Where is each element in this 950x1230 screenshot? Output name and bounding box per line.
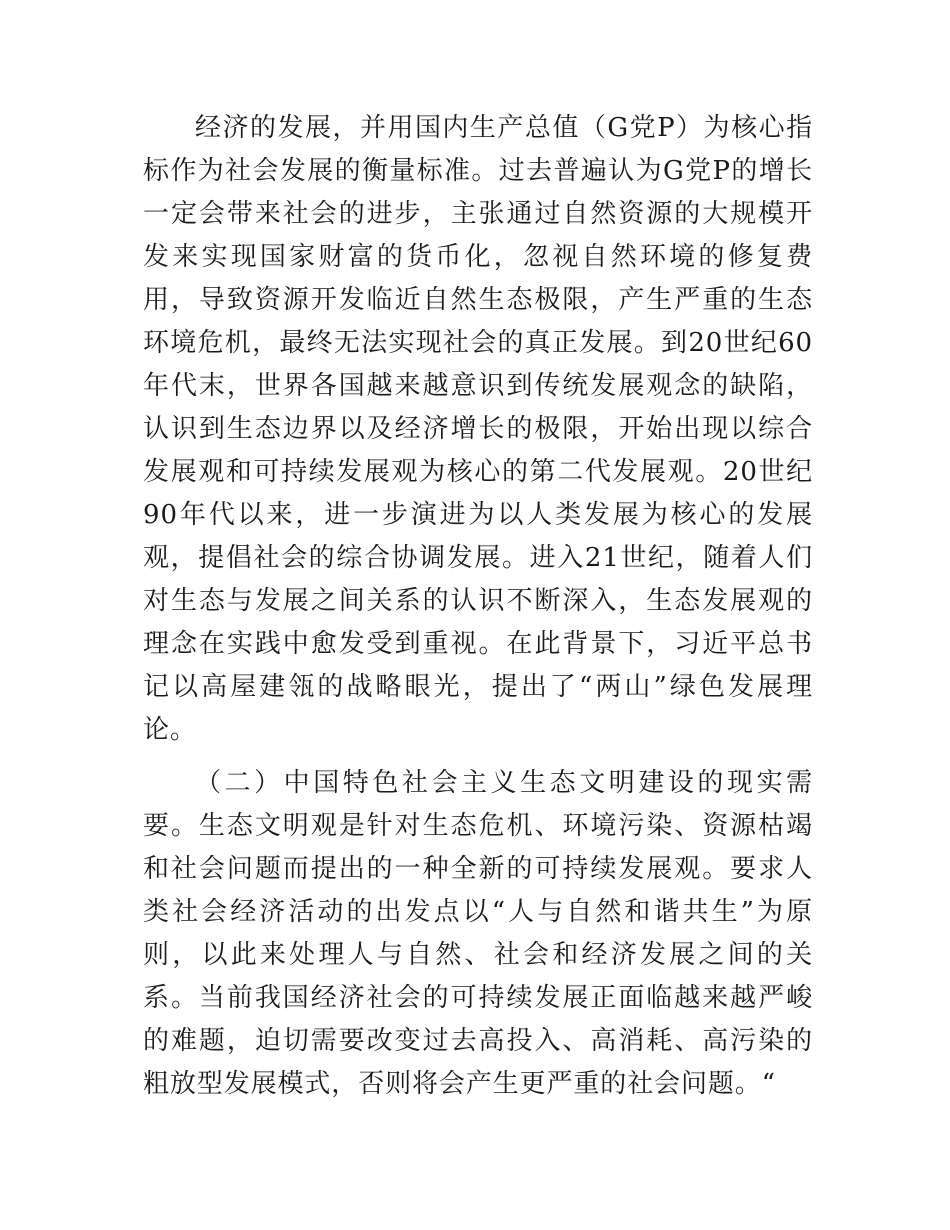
paragraph-ecological-civilization: （二）中国特色社会主义生态文明建设的现实需要。生态文明观是针对生态危机、环境污染、资源枯竭和社会问题而提出的一种全新的可持续发展观。要求人类社会经济活动的出发点以“人与自然和谐共生”为原则，以此来处理人与自然、社会和经济发展之间的关系。当前我国经济社会的可持续发展正面临越来越严峻的难题，迫切需要改变过去高投入、高消耗、高污染的粗放型发展模式，否则将会产生更严重的社会问题。“ xyxy=(143,768,813,1099)
document-body xyxy=(143,107,813,1106)
paragraph-development-history: 经济的发展，并用国内生产总值（G党P）为核心指标作为社会发展的衡量标准。过去普遍认为G党P的增长一定会带来社会的进步，主张通过自然资源的大规模开发来实现国家财富的货币化，忽视自然环境的修复费用，导致资源开发临近自然生态极限，产生严重的生态环境危机，最终无法实现社会的真正发展。到20世纪60年代末，世界各国越来越意识到传统发展观念的缺陷，认识到生态边界以及经济增长的极限，开始出现以综合发展观和可持续发展观为核心的第二代发展观。20世纪90年代以来，进一步演进为以人类发展为核心的发展观，提倡社会的综合协调发展。进入21世纪，随着人们对生态与发展之间关系的认识不断深入，生态发展观的理念在实践中愈发受到重视。在此背景下，习近平总书记以高屋建瓴的战略眼光，提出了“两山”绿色发展理论。 xyxy=(143,113,813,745)
